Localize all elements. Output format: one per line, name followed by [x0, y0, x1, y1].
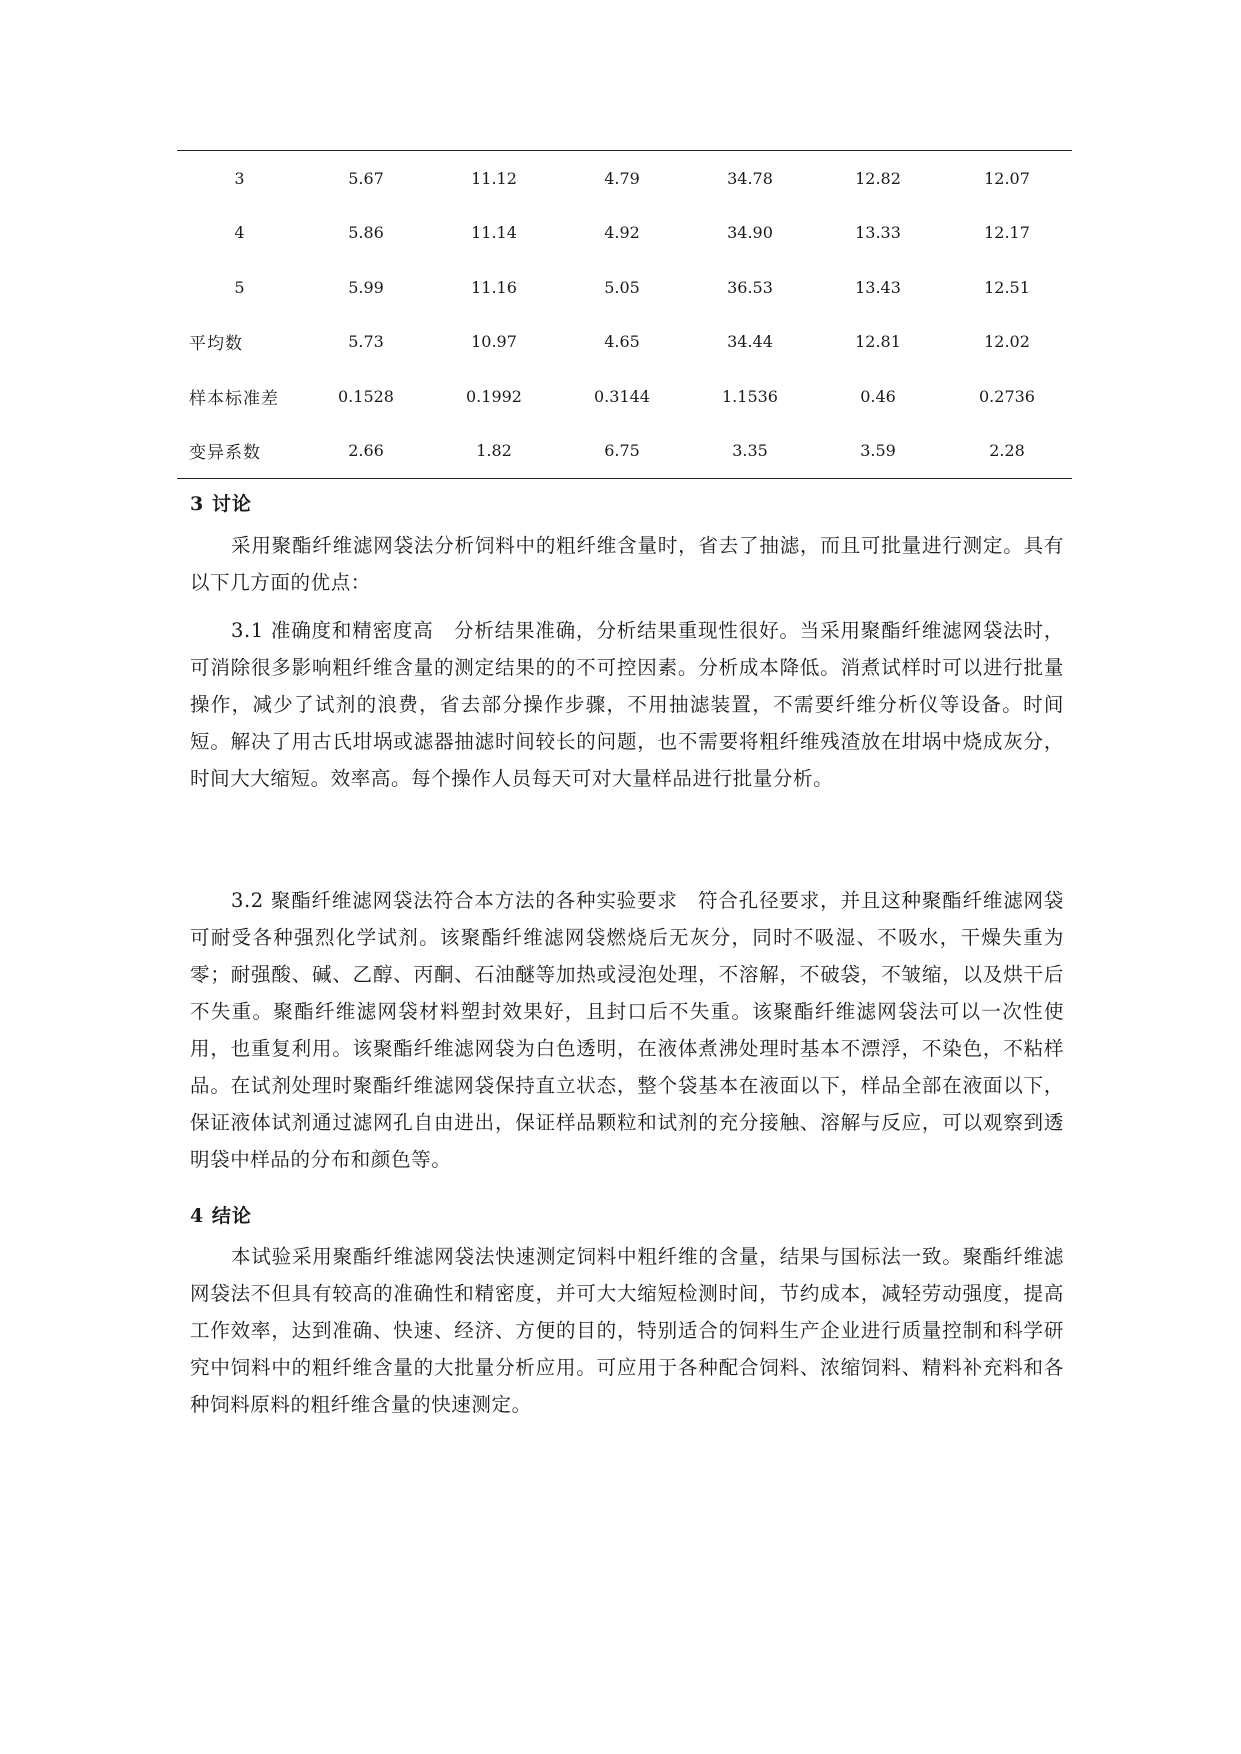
table-cell: 6.75 — [604, 441, 640, 461]
table-cell: 12.07 — [984, 168, 1030, 188]
section-4-heading: 4 结论 — [190, 1205, 252, 1227]
table-cell: 12.81 — [855, 332, 901, 352]
row-label: 3 — [234, 168, 245, 188]
table-cell: 5.73 — [348, 332, 384, 352]
table-cell: 4.92 — [604, 223, 640, 243]
table-cell: 3.59 — [860, 441, 896, 461]
table-cell: 3.35 — [732, 441, 768, 461]
data-table — [177, 151, 1072, 478]
section-3-2-paragraph: 3.2 聚酯纤维滤网袋法符合本方法的各种实验要求 符合孔径要求，并且这种聚酯纤维滤网袋可耐受各种强烈化学试剂。该聚酯纤维滤网袋燃烧后无灰分，同时不吸湿、不吸水，干燥失重为零；耐强酸、碱、乙醇、丙酮、石油醚等加热或浸泡处理，不溶解，不破袋，不皱缩，以及烘干后不失重。聚酯纤维滤网袋材料塑封效果好，且封口后不失重。该聚酯纤维滤网袋法可以一次性使用，也重复利用。该聚酯纤维滤网袋为白色透明，在液体煮沸处理时基本不漂浮，不染色，不粘样品。在试剂处理时聚酯纤维滤网袋保持直立状态，整个袋基本在液面以下，样品全部在液面以下，保证液体试剂通过滤网孔自由进出，保证样品颗粒和试剂的充分接触、溶解与反应，可以观察到透明袋中样品的分布和颜色等。 — [190, 889, 1064, 1171]
table-cell: 4.79 — [604, 168, 640, 188]
table-cell: 13.43 — [855, 277, 901, 297]
table-cell: 11.14 — [471, 223, 517, 243]
section-3-1-paragraph: 3.1 准确度和精密度高 分析结果准确，分析结果重现性很好。当采用聚酯纤维滤网袋法时，可消除很多影响粗纤维含量的测定结果的的不可控因素。分析成本降低。消煮试样时可以进行批量操作，减少了试剂的浪费，省去部分操作步骤，不用抽滤装置，不需要纤维分析仪等设备。时间短。解决了用古氏坩埚或滤器抽滤时间较长的问题，也不需要将粗纤维残渣放在坩埚中烧成灰分，时间大大缩短。效率高。每个操作人员每天可对大量样品进行批量分析。 — [190, 619, 1064, 790]
table-row — [177, 315, 1072, 370]
table-bottom-rule — [177, 478, 1072, 479]
row-label: 5 — [234, 277, 245, 297]
row-label: 变异系数 — [189, 443, 261, 464]
row-label: 平均数 — [189, 334, 243, 355]
table-cell: 0.46 — [860, 386, 896, 406]
table-cell: 0.1992 — [466, 386, 522, 406]
table-cell: 12.51 — [984, 277, 1030, 297]
table-cell: 34.44 — [727, 332, 773, 352]
table-cell: 1.82 — [476, 441, 512, 461]
table-cell: 11.16 — [471, 277, 517, 297]
row-label: 样本标准差 — [189, 388, 279, 409]
table-cell: 34.78 — [727, 168, 773, 188]
table-row — [177, 206, 1072, 261]
section-3-intro: 采用聚酯纤维滤网袋法分析饲料中的粗纤维含量时，省去了抽滤，而且可批量进行测定。具有以下几方面的优点： — [190, 534, 1064, 594]
table-cell: 0.3144 — [594, 386, 650, 406]
table-row — [177, 369, 1072, 424]
table-cell: 2.28 — [989, 441, 1025, 461]
table-cell: 0.1528 — [338, 386, 394, 406]
table-cell: 5.86 — [348, 223, 384, 243]
section-4-paragraph: 本试验采用聚酯纤维滤网袋法快速测定饲料中粗纤维的含量，结果与国标法一致。聚酯纤维滤网袋法不但具有较高的准确性和精密度，并可大大缩短检测时间，节约成本，减轻劳动强度，提高工作效率，达到准确、快速、经济、方便的目的，特别适合的饲料生产企业进行质量控制和科学研究中饲料中的粗纤维含量的大批量分析应用。可应用于各种配合饲料、浓缩饲料、精料补充料和各种饲料原料的粗纤维含量的快速测定。 — [190, 1245, 1064, 1416]
table-cell: 10.97 — [471, 332, 517, 352]
table-cell: 12.17 — [984, 223, 1030, 243]
section-3-heading: 3 讨论 — [190, 493, 252, 515]
results-table — [177, 150, 1072, 479]
table-cell: 11.12 — [471, 168, 517, 188]
table-cell: 5.99 — [348, 277, 384, 297]
table-cell: 12.82 — [855, 168, 901, 188]
table-cell: 1.1536 — [722, 386, 778, 406]
table-cell: 5.67 — [348, 168, 384, 188]
table-cell: 5.05 — [604, 277, 640, 297]
table-cell: 0.2736 — [979, 386, 1035, 406]
table-cell: 36.53 — [727, 277, 773, 297]
table-cell: 13.33 — [855, 223, 901, 243]
table-cell: 12.02 — [984, 332, 1030, 352]
row-label: 4 — [234, 223, 245, 243]
table-cell: 4.65 — [604, 332, 640, 352]
table-cell: 2.66 — [348, 441, 384, 461]
table-row — [177, 260, 1072, 315]
table-row — [177, 424, 1072, 479]
table-cell: 34.90 — [727, 223, 773, 243]
table-row — [177, 151, 1072, 206]
